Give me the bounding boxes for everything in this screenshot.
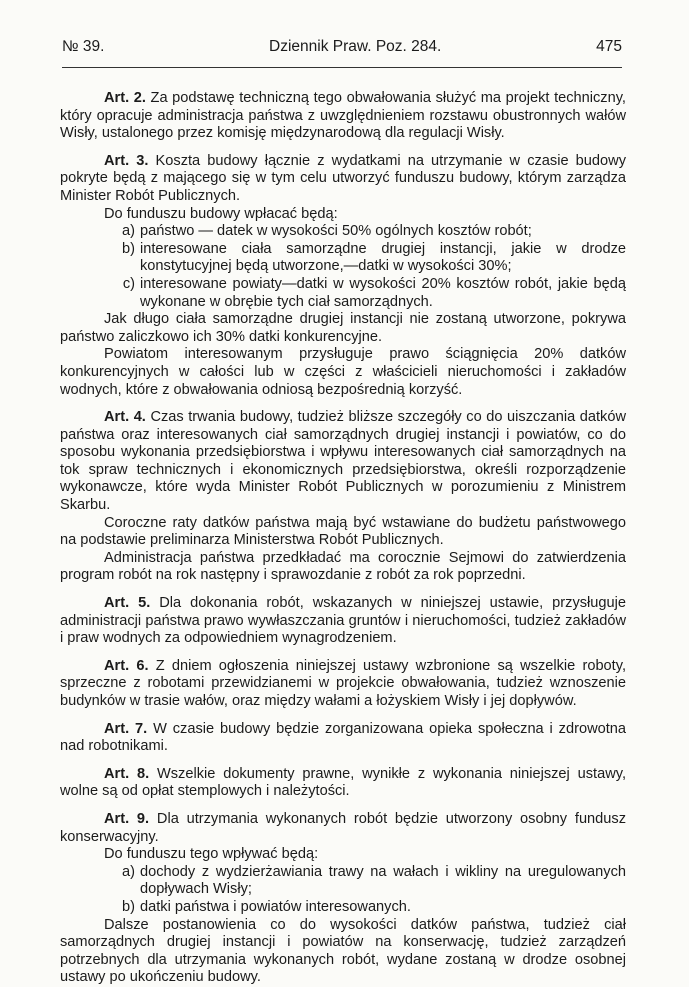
- article-text: Dla dokonania robót, wskazanych w niniejszej ustawie, przysługuje administracji państwa prawo wywłaszczania gruntów i nieruchomości, tudzież zakładów i praw wodnych za odpowiedniem wynagrodzeniem.: [60, 595, 626, 647]
- article-9: [60, 811, 626, 846]
- list-intro: Do funduszu budowy wpłacać będą:: [104, 205, 338, 222]
- item-marker: b): [122, 240, 135, 257]
- article-label: Art. 2.: [104, 90, 146, 106]
- paragraph: Coroczne raty datków państwa mają być wstawiane do budżetu państwowego na podstawie preliminarza Ministerstwa Robót Publicznych.: [60, 514, 626, 549]
- article-5: [60, 595, 626, 648]
- article-label: Art. 7.: [104, 720, 148, 737]
- article-text: Za podstawę techniczną tego obwałowania służyć ma projekt techniczny, który opracuje administracja państwa z uwzględnieniem rozstawu obustronnych wałów Wisły, ustalonego przez komisję międzynarodową dla regulacji Wisły.: [60, 90, 626, 142]
- item-text: dochody z wydzierżawiania trawy na wałach i wikliny na uregulowanych dopływach Wisły;: [140, 863, 626, 898]
- item-text: interesowane powiaty—datki w wysokości 20% kosztów robót, jakie będą wykonane w obrębie tych ciał samorządnych.: [140, 275, 626, 310]
- page-number: 475: [596, 38, 622, 55]
- article-label: Art. 5.: [104, 595, 151, 612]
- article-7: [60, 721, 626, 756]
- article-2: [60, 90, 626, 143]
- article-8: [60, 766, 626, 801]
- list-item: [60, 899, 626, 917]
- page-header: [62, 38, 622, 60]
- paragraph: Jak długo ciała samorządne drugiej instancji nie zostaną utworzone, pokrywa państwo zaliczkowo ich 30% datki konkurencyjne.: [60, 311, 626, 345]
- article-label: Art. 4.: [104, 409, 146, 426]
- header-rule: [62, 67, 622, 68]
- item-text: państwo — datek w wysokości 50% ogólnych kosztów robót;: [140, 223, 532, 240]
- issue-number: № 39.: [62, 38, 105, 55]
- article-text: W czasie budowy będzie zorganizowana opieka społeczna i zdrowotna nad robotnikami.: [60, 720, 627, 755]
- list-item: [60, 864, 626, 899]
- article-text: Czas trwania budowy, tudzież bliższe szczegóły co do uiszczania datków państwa oraz interesowanych ciał samorządnych drugiej instancji i powiatów, co do sposobu wykonania przedsiębiorstwa i wpływu interesowanych ciał samorządnych na tok spraw technicznych i ekonomicznych przedsiębiorstwa, określi rozporządzenie wykonawcze, które wyda Minister Robót Publicznych w porozumieniu z Ministrem Skarbu.: [60, 409, 626, 514]
- item-marker: a): [122, 863, 135, 880]
- paragraph: Administracja państwa przedkładać ma corocznie Sejmowi do zatwierdzenia program robót na rok następny i sprawozdanie z robót za rok poprzedni.: [60, 549, 626, 584]
- article-text: Wszelkie dokumenty prawne, wynikłe z wykonania niniejszej ustawy, wolne są od opłat stemplowych i należytości.: [60, 765, 627, 800]
- article-text: Dla utrzymania wykonanych robót będzie utworzony osobny fundusz konserwacyjny.: [60, 810, 626, 845]
- article-text: Koszta budowy łącznie z wydatkami na utrzymanie w czasie budowy pokryte będą z mającego się w tym celu utworzyć funduszu budowy, którym zarządza Minister Robót Publicznych.: [60, 152, 626, 204]
- list-item: [60, 223, 626, 241]
- article-6: [60, 658, 626, 711]
- article-label: Art. 9.: [104, 810, 150, 827]
- journal-title: Dziennik Praw. Poz. 284.: [269, 38, 442, 55]
- item-text: datki państwa i powiatów interesowanych.: [140, 898, 411, 915]
- article-label: Art. 3.: [104, 152, 149, 169]
- item-marker: a): [122, 223, 135, 240]
- article-4: [60, 409, 626, 515]
- article-label: Art. 6.: [104, 657, 149, 674]
- paragraph: Dalsze postanowienia co do wysokości datków państwa, tudzież ciał samorządnych drugiej instancji i powiatów na konserwację, tudzież zarządzeń potrzebnych dla utrzymania wykonanych robót, wydane zostaną w drodze osobnej ustawy po ukończeniu budowy.: [60, 916, 626, 986]
- item-text: interesowane ciała samorządne drugiej instancji, jakie w drodze konstytucyjnej będą utworzone,—datki w wysokości 30%;: [140, 240, 626, 275]
- item-marker: c): [122, 275, 135, 292]
- list-intro: Do funduszu tego wpływać będą:: [104, 846, 319, 863]
- document-body: [60, 82, 626, 987]
- item-marker: b): [122, 898, 135, 915]
- paragraph: Powiatom interesowanym przysługuje prawo ściągnięcia 20% datków konkurencyjnych w całości lub w części z właścicieli nieruchomości i zakładów wodnych, które z obwałowania odniosą bezpośrednią korzyść.: [60, 346, 626, 398]
- article-label: Art. 8.: [104, 765, 150, 782]
- list-item: [60, 241, 626, 276]
- article-3: [60, 153, 626, 206]
- article-text: Z dniem ogłoszenia niniejszej ustawy wzbronione są wszelkie roboty, sprzeczne z robotami przewidzianemi w projekcie obwałowania, tudzież wznoszenie budynków w trasie wałów, oraz między wałami a łożyskiem Wisły i jej dopływów.: [60, 657, 626, 709]
- list-item: [60, 276, 626, 311]
